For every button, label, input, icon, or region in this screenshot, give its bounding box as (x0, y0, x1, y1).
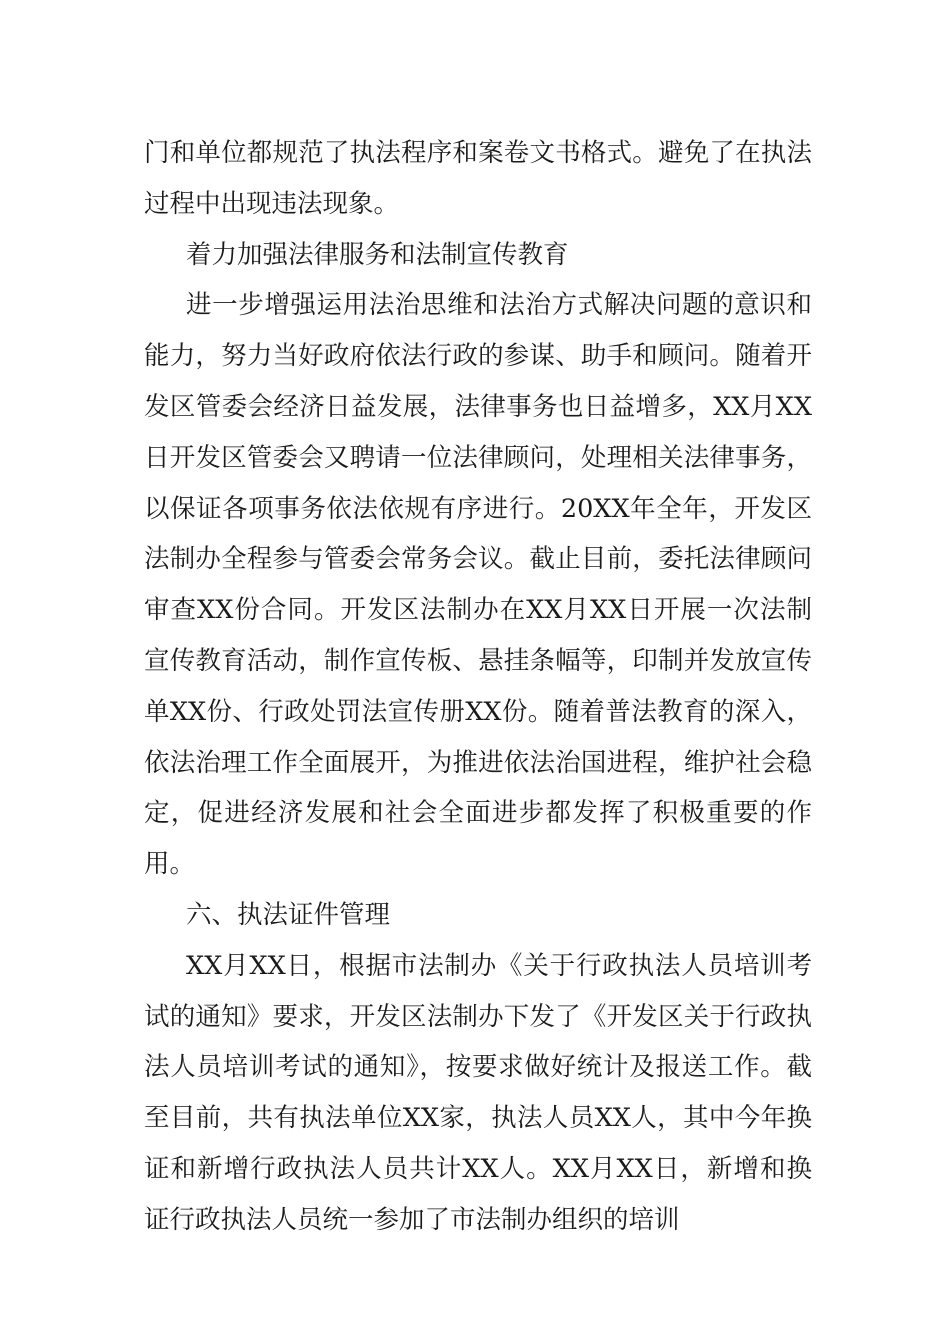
paragraph-continuation: 门和单位都规范了执法程序和案卷文书格式。避免了在执法过程中出现违法现象。 (144, 138, 812, 219)
paragraph-legal-services: 进一步增强运用法治思维和法治方式解决问题的意识和能力，努力当好政府依法行政的参谋、助手和顾问。随着开发区管委会经济日益发展，法律事务也日益增多，XX月XX日开发区管委会又聘请一位法律顾问，处理相关法律事务，以保证各项事务依法依规有序进行。20XX年全年，开发区法制办全程参与管委会常务会议。截止目前，委托法律顾问审查XX份合同。开发区法制办在XX月XX日开展一次法制宣传教育活动，制作宣传板、悬挂条幅等，印制并发放宣传单XX份、行政处罚法宣传册XX份。随着普法教育的深入，依法治理工作全面展开，为推进依法治国进程，维护社会稳定，促进经济发展和社会全面进步都发挥了积极重要的作用。 (144, 290, 812, 880)
section-heading-legal-services: 着力加强法律服务和法制宣传教育 (186, 239, 569, 270)
paragraph-certificate-management: XX月XX日，根据市法制办《关于行政执法人员培训考试的通知》要求，开发区法制办下发了《开发区关于行政执法人员培训考试的通知》，按要求做好统计及报送工作。截至目前，共有执法单位XX家，执法人员XX人，其中今年换证和新增行政执法人员共计XX人。XX月XX日，新增和换证行政执法人员统一参加了市法制办组织的培训 (144, 950, 812, 1235)
document-body (144, 128, 812, 1246)
section-heading-certificate-management: 六、执法证件管理 (186, 899, 391, 930)
